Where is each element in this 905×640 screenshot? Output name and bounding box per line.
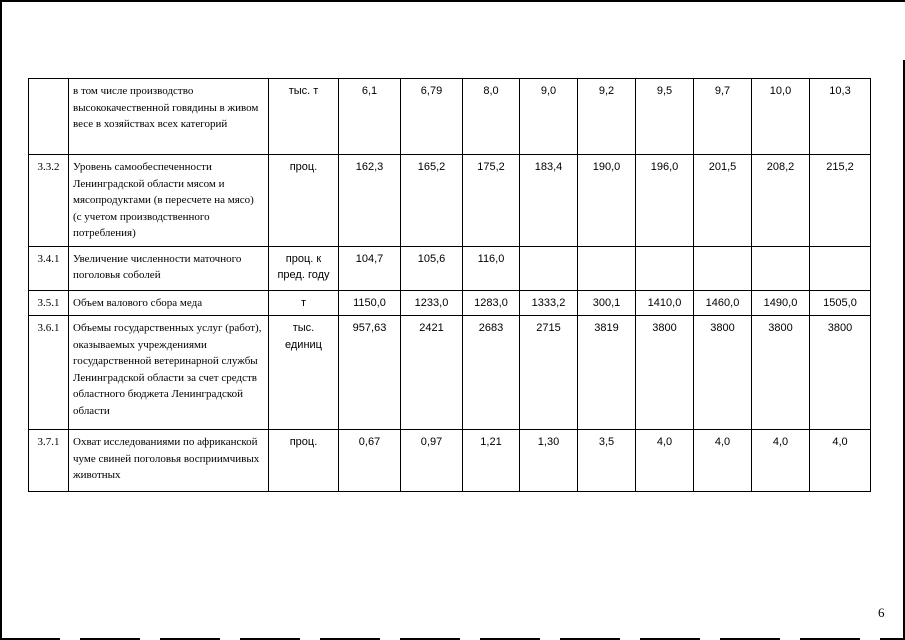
indicator-value: 190,0	[578, 155, 636, 247]
indicator-code: 3.6.1	[29, 316, 69, 430]
indicator-value: 2421	[401, 316, 463, 430]
indicator-value: 8,0	[463, 79, 520, 155]
indicator-value: 0,97	[401, 430, 463, 492]
indicator-value: 957,63	[339, 316, 401, 430]
indicator-value: 4,0	[636, 430, 694, 492]
indicator-value: 201,5	[694, 155, 752, 247]
indicator-value: 3800	[636, 316, 694, 430]
indicator-value: 1233,0	[401, 290, 463, 316]
indicator-value: 2683	[463, 316, 520, 430]
page-border-left	[0, 0, 2, 640]
indicator-value: 3800	[810, 316, 871, 430]
indicator-value	[578, 246, 636, 290]
indicator-value: 105,6	[401, 246, 463, 290]
indicator-value: 1,30	[520, 430, 578, 492]
indicator-value: 3819	[578, 316, 636, 430]
indicator-value: 4,0	[810, 430, 871, 492]
indicator-value: 3,5	[578, 430, 636, 492]
table-row	[29, 290, 871, 316]
indicator-value: 1410,0	[636, 290, 694, 316]
indicator-code	[29, 79, 69, 155]
indicator-value: 6,79	[401, 79, 463, 155]
indicator-value: 165,2	[401, 155, 463, 247]
indicator-value: 1490,0	[752, 290, 810, 316]
indicator-unit: тыс. единиц	[269, 316, 339, 430]
indicator-name: Объем валового сбора меда	[69, 290, 269, 316]
indicator-value: 9,0	[520, 79, 578, 155]
indicator-value: 208,2	[752, 155, 810, 247]
indicator-value: 9,7	[694, 79, 752, 155]
indicator-name: Увеличение численности маточного поголовья соболей	[69, 246, 269, 290]
indicator-value: 196,0	[636, 155, 694, 247]
indicator-name: Объемы государственных услуг (работ), оказываемых учреждениями государственной ветеринарной службы Ленинградской области за счет средств областного бюджета Ленинградской области	[69, 316, 269, 430]
table-row	[29, 316, 871, 430]
indicator-value	[520, 246, 578, 290]
indicator-code: 3.7.1	[29, 430, 69, 492]
indicator-value: 116,0	[463, 246, 520, 290]
indicator-value: 4,0	[694, 430, 752, 492]
indicator-code: 3.3.2	[29, 155, 69, 247]
indicator-value: 1460,0	[694, 290, 752, 316]
indicator-value: 175,2	[463, 155, 520, 247]
indicator-value	[636, 246, 694, 290]
indicator-value: 6,1	[339, 79, 401, 155]
indicator-value	[810, 246, 871, 290]
indicator-value: 1505,0	[810, 290, 871, 316]
indicator-value	[694, 246, 752, 290]
page-border-top	[0, 0, 905, 2]
table-row	[29, 430, 871, 492]
table-row	[29, 155, 871, 247]
indicators-table	[28, 78, 871, 492]
indicator-unit: проц. к пред. году	[269, 246, 339, 290]
indicator-code: 3.5.1	[29, 290, 69, 316]
indicator-name: Уровень самообеспеченности Ленинградской области мясом и мясопродуктами (в пересчете на мясо) (с учетом производственного потребления)	[69, 155, 269, 247]
indicator-value: 1150,0	[339, 290, 401, 316]
indicator-value: 183,4	[520, 155, 578, 247]
indicator-unit: проц.	[269, 155, 339, 247]
indicator-unit: проц.	[269, 430, 339, 492]
indicator-value: 104,7	[339, 246, 401, 290]
page-number: 6	[878, 605, 885, 620]
table-row	[29, 79, 871, 155]
indicator-value: 3800	[694, 316, 752, 430]
indicator-value: 1,21	[463, 430, 520, 492]
indicator-value: 4,0	[752, 430, 810, 492]
indicator-unit: т	[269, 290, 339, 316]
indicator-name: в том числе производство высококачественной говядины в живом весе в хозяйствах всех категорий	[69, 79, 269, 155]
indicator-value: 1283,0	[463, 290, 520, 316]
indicator-unit: тыс. т	[269, 79, 339, 155]
indicator-value: 10,3	[810, 79, 871, 155]
indicator-value: 162,3	[339, 155, 401, 247]
indicator-value: 9,2	[578, 79, 636, 155]
indicator-name: Охват исследованиями по африканской чуме свиней поголовья восприимчивых животных	[69, 430, 269, 492]
indicator-value: 10,0	[752, 79, 810, 155]
indicator-value: 9,5	[636, 79, 694, 155]
indicator-value: 0,67	[339, 430, 401, 492]
indicator-value	[752, 246, 810, 290]
indicator-value: 2715	[520, 316, 578, 430]
table-row	[29, 246, 871, 290]
indicator-value: 1333,2	[520, 290, 578, 316]
indicator-value: 215,2	[810, 155, 871, 247]
indicator-value: 300,1	[578, 290, 636, 316]
indicator-code: 3.4.1	[29, 246, 69, 290]
indicator-value: 3800	[752, 316, 810, 430]
